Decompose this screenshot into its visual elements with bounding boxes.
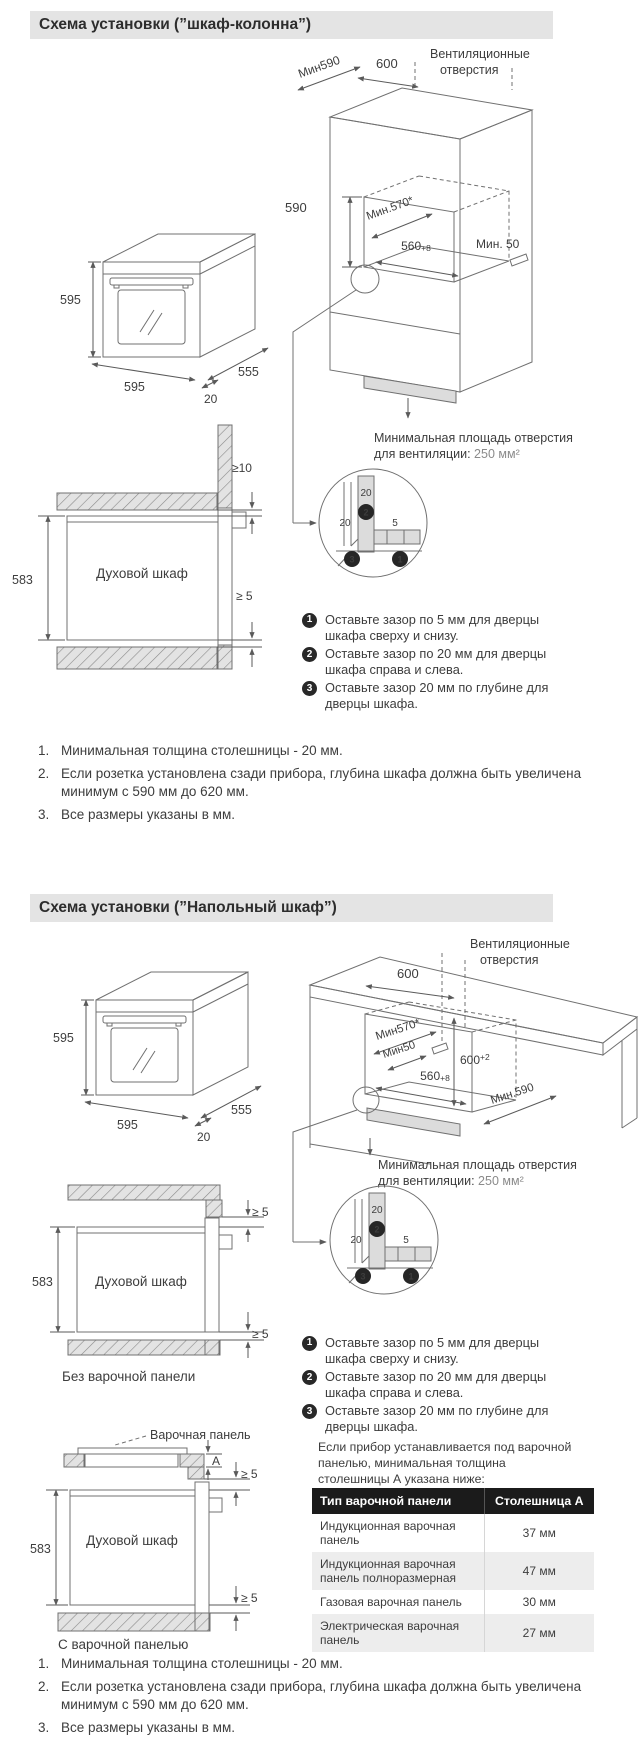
detail-badge-3: 3: [360, 1271, 366, 1282]
detail-badge-3: 3: [349, 554, 355, 565]
table-header-row: [312, 1488, 594, 1514]
section-floor-title: Схема установки (”Напольный шкаф”): [39, 899, 337, 916]
note-badge: 1: [302, 1336, 317, 1351]
col-header-worktop-a: Столешница А: [484, 1488, 594, 1514]
column-cabinet-drawing: [270, 42, 640, 422]
note-badge: 2: [302, 1370, 317, 1385]
table-row: [312, 1590, 594, 1614]
note-item: [302, 1335, 580, 1366]
vent-holes-label-line1: Вентиляционные: [430, 47, 530, 61]
note-text: Оставьте зазор 20 мм по глубине для дверцы шкафа.: [325, 1403, 549, 1435]
section-column-header: [30, 11, 553, 39]
table-row: [312, 1552, 594, 1590]
oven-door-dim: 20: [197, 1130, 211, 1144]
oven-box-label: Духовой шкаф: [95, 1274, 187, 1289]
oven-depth-dim: 555: [231, 1103, 252, 1117]
cabinet-depth-dim: Мин590: [296, 52, 342, 81]
footnote-item: 2. Если розетка установлена сзади прибора, глубина шкафа должна быть увеличена минимум с 590 мм до 620 мм.: [38, 766, 582, 799]
detail-badge-2: 2: [363, 507, 369, 518]
oven-width-dim: 595: [117, 1118, 138, 1132]
vent-caption-value: 250 мм²: [478, 1174, 524, 1189]
detail-left-gap: 20: [339, 518, 351, 529]
footnote-item: 1. Минимальная толщина столешницы - 20 мм.: [38, 743, 343, 758]
note-text: Оставьте зазор 20 мм по глубине для дверцы шкафа.: [325, 680, 549, 712]
oven-box-label: Духовой шкаф: [96, 566, 188, 581]
clearance-notes-1: [302, 612, 580, 715]
top-gap-dim: ≥ 5: [252, 1205, 269, 1219]
worktop-a-cell: 37 мм: [522, 1526, 556, 1540]
cabinet-depth-dim: Мин.590: [489, 1081, 536, 1107]
detail-left-gap: 20: [350, 1235, 362, 1246]
caption-hob: С варочной панелью: [58, 1637, 189, 1652]
niche-height-dim: $600^{+2}$: [460, 1052, 490, 1067]
oven-height-dim: 595: [60, 293, 81, 307]
detail-top-gap: 20: [360, 488, 372, 499]
cabinet-width-dim: 600: [397, 966, 419, 981]
niche-cross-section-1: [10, 418, 272, 672]
oven-height-583-dim: 583: [12, 573, 33, 587]
detail-front-gap: 5: [392, 518, 398, 529]
footnote-item: 3. Все размеры указаны в мм.: [38, 806, 235, 822]
worktop-a-dim: A: [212, 1454, 221, 1468]
note-item: [302, 680, 580, 711]
top-gap-dim: ≥10: [232, 461, 252, 475]
vent-holes-label-line1: Вентиляционные: [470, 937, 570, 951]
oven-height-583-dim: 583: [32, 1275, 53, 1289]
hob-type-cell: Индукционная варочная панель: [312, 1514, 484, 1552]
note-text: Оставьте зазор по 20 мм для дверцы шкафа справа и слева.: [325, 646, 547, 677]
bottom-gap-dim: ≥ 5: [236, 589, 253, 603]
note-badge: 1: [302, 613, 317, 628]
section-column-title: Схема установки (”шкаф-колонна”): [39, 16, 311, 33]
bottom-gap-dim: ≥ 5: [252, 1327, 269, 1341]
oven-height-dim: 595: [53, 1031, 74, 1045]
oven-dimensions-drawing-1: [40, 192, 275, 410]
note-text: Оставьте зазор по 20 мм для дверцы шкафа справа и слева.: [325, 1369, 547, 1400]
note-text: Оставьте зазор по 5 мм для дверцы шкафа сверху и снизу.: [325, 1335, 540, 1366]
note-item: [302, 1403, 580, 1434]
oven-depth-dim: 555: [238, 365, 259, 379]
floor-cabinet-drawing: [270, 928, 640, 1156]
hob-type-cell: Электрическая варочная панель: [312, 1614, 484, 1652]
hob-type-cell: Индукционная варочная панель полноразмерная: [312, 1552, 484, 1590]
gap-detail-callout-2: [288, 1156, 473, 1321]
detail-badge-2: 2: [374, 1224, 380, 1235]
footnote-item: 2. Если розетка установлена сзади прибора, глубина шкафа должна быть увеличена минимум с 590 мм до 620 мм.: [38, 1679, 582, 1712]
detail-badge-1: 1: [397, 554, 403, 565]
note-badge: 3: [302, 681, 317, 696]
vent-caption-line2: для вентиляции: 250 мм²: [374, 447, 520, 462]
vent-holes-label-line2: отверстия: [440, 63, 499, 77]
section-floor-header: [30, 894, 553, 922]
niche-cross-section-no-hob: [20, 1178, 278, 1363]
oven-dimensions-drawing-2: [33, 930, 268, 1148]
caption-no-hob: Без варочной панели: [62, 1369, 196, 1384]
table-row: [312, 1614, 594, 1652]
table-row: [312, 1514, 594, 1552]
niche-width-dim: 560+8: [420, 1069, 450, 1083]
col-header-hob-type: Тип варочной панели: [312, 1488, 484, 1514]
niche-depth-dim: Мин.570*: [364, 194, 416, 223]
niche-cross-section-hob: [10, 1420, 278, 1635]
footnotes-2: [38, 1655, 598, 1742]
rear-gap-dim: Мин50: [381, 1039, 417, 1061]
detail-front-gap: 5: [403, 1235, 409, 1246]
cabinet-width-dim: 600: [376, 56, 398, 71]
top-gap-dim: ≥ 5: [241, 1467, 258, 1481]
vent-holes-label-line2: отверстия: [480, 953, 539, 967]
footnote-item: 1. Минимальная толщина столешницы - 20 мм.: [38, 1656, 343, 1671]
note-item: [302, 612, 580, 643]
worktop-a-cell: 27 мм: [484, 1614, 594, 1652]
note-item: [302, 1369, 580, 1400]
oven-width-dim: 595: [124, 380, 145, 394]
note-text: Оставьте зазор по 5 мм для дверцы шкафа сверху и снизу.: [325, 612, 540, 643]
gap-detail-callout-1: [288, 418, 473, 583]
note-badge: 3: [302, 1404, 317, 1419]
clearance-notes-2: [302, 1335, 580, 1438]
note-badge: 2: [302, 647, 317, 662]
detail-top-gap: 20: [371, 1205, 383, 1216]
footnote-item: 3. Все размеры указаны в мм.: [38, 1719, 235, 1735]
vent-caption-line2: для вентиляции: 250 мм²: [378, 1174, 524, 1189]
hob-worktop-table: [312, 1488, 594, 1652]
detail-badge-1: 1: [408, 1271, 414, 1282]
vent-caption-line1: Минимальная площадь отверстия: [378, 1158, 577, 1172]
footnotes-1: [38, 742, 598, 829]
worktop-a-cell: 30 мм: [522, 1595, 556, 1609]
vent-caption-value: 250 мм²: [474, 447, 520, 462]
bottom-gap-dim: ≥ 5: [241, 1591, 258, 1605]
niche-width-dim: 560+8: [401, 239, 431, 253]
oven-box-label: Духовой шкаф: [86, 1533, 178, 1548]
hob-table-intro: Если прибор устанавливается под варочной панелью, минимальная толщина столешницы А указана ниже:: [318, 1440, 572, 1486]
oven-height-583-dim: 583: [30, 1542, 51, 1556]
note-item: [302, 646, 580, 677]
niche-height-dim: 590: [285, 200, 307, 215]
oven-door-dim: 20: [204, 392, 218, 406]
vent-caption-line1: Минимальная площадь отверстия: [374, 431, 573, 445]
rear-gap-dim: Мин. 50: [476, 237, 520, 251]
hob-type-cell: Газовая варочная панель: [312, 1590, 484, 1614]
hob-label: Варочная панель: [150, 1428, 251, 1442]
niche-depth-dim: Мин570*: [374, 1017, 422, 1043]
worktop-a-cell: 47 мм: [484, 1552, 594, 1590]
